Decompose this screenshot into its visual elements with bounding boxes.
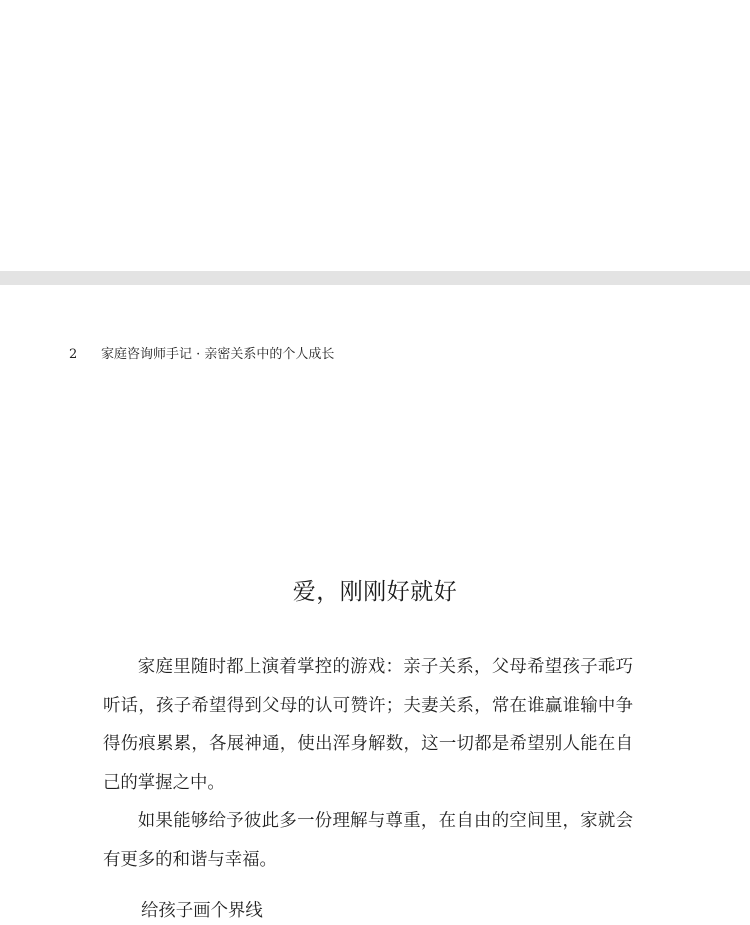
article-body (103, 648, 633, 879)
next-section-heading: 给孩子画个界线 (141, 901, 263, 921)
page-separator (0, 271, 750, 285)
paragraph: 如果能够给予彼此多一份理解与尊重，在自由的空间里，家就会有更多的和谐与幸福。 (103, 811, 633, 870)
running-header (69, 346, 334, 364)
page-number: 2 (69, 347, 78, 362)
article-title: 爱，刚刚好就好 (292, 579, 458, 605)
paragraph: 家庭里随时都上演着掌控的游戏：亲子关系，父母希望孩子乖巧听话，孩子希望得到父母的认可赞许；夫妻关系，常在谁赢谁输中争得伤痕累累，各展神通，使出浑身解数，这一切都是希望别人能在自己的掌握之中。 (103, 657, 633, 793)
book-title: 家庭咨询师手记 · 亲密关系中的个人成长 (101, 347, 335, 362)
